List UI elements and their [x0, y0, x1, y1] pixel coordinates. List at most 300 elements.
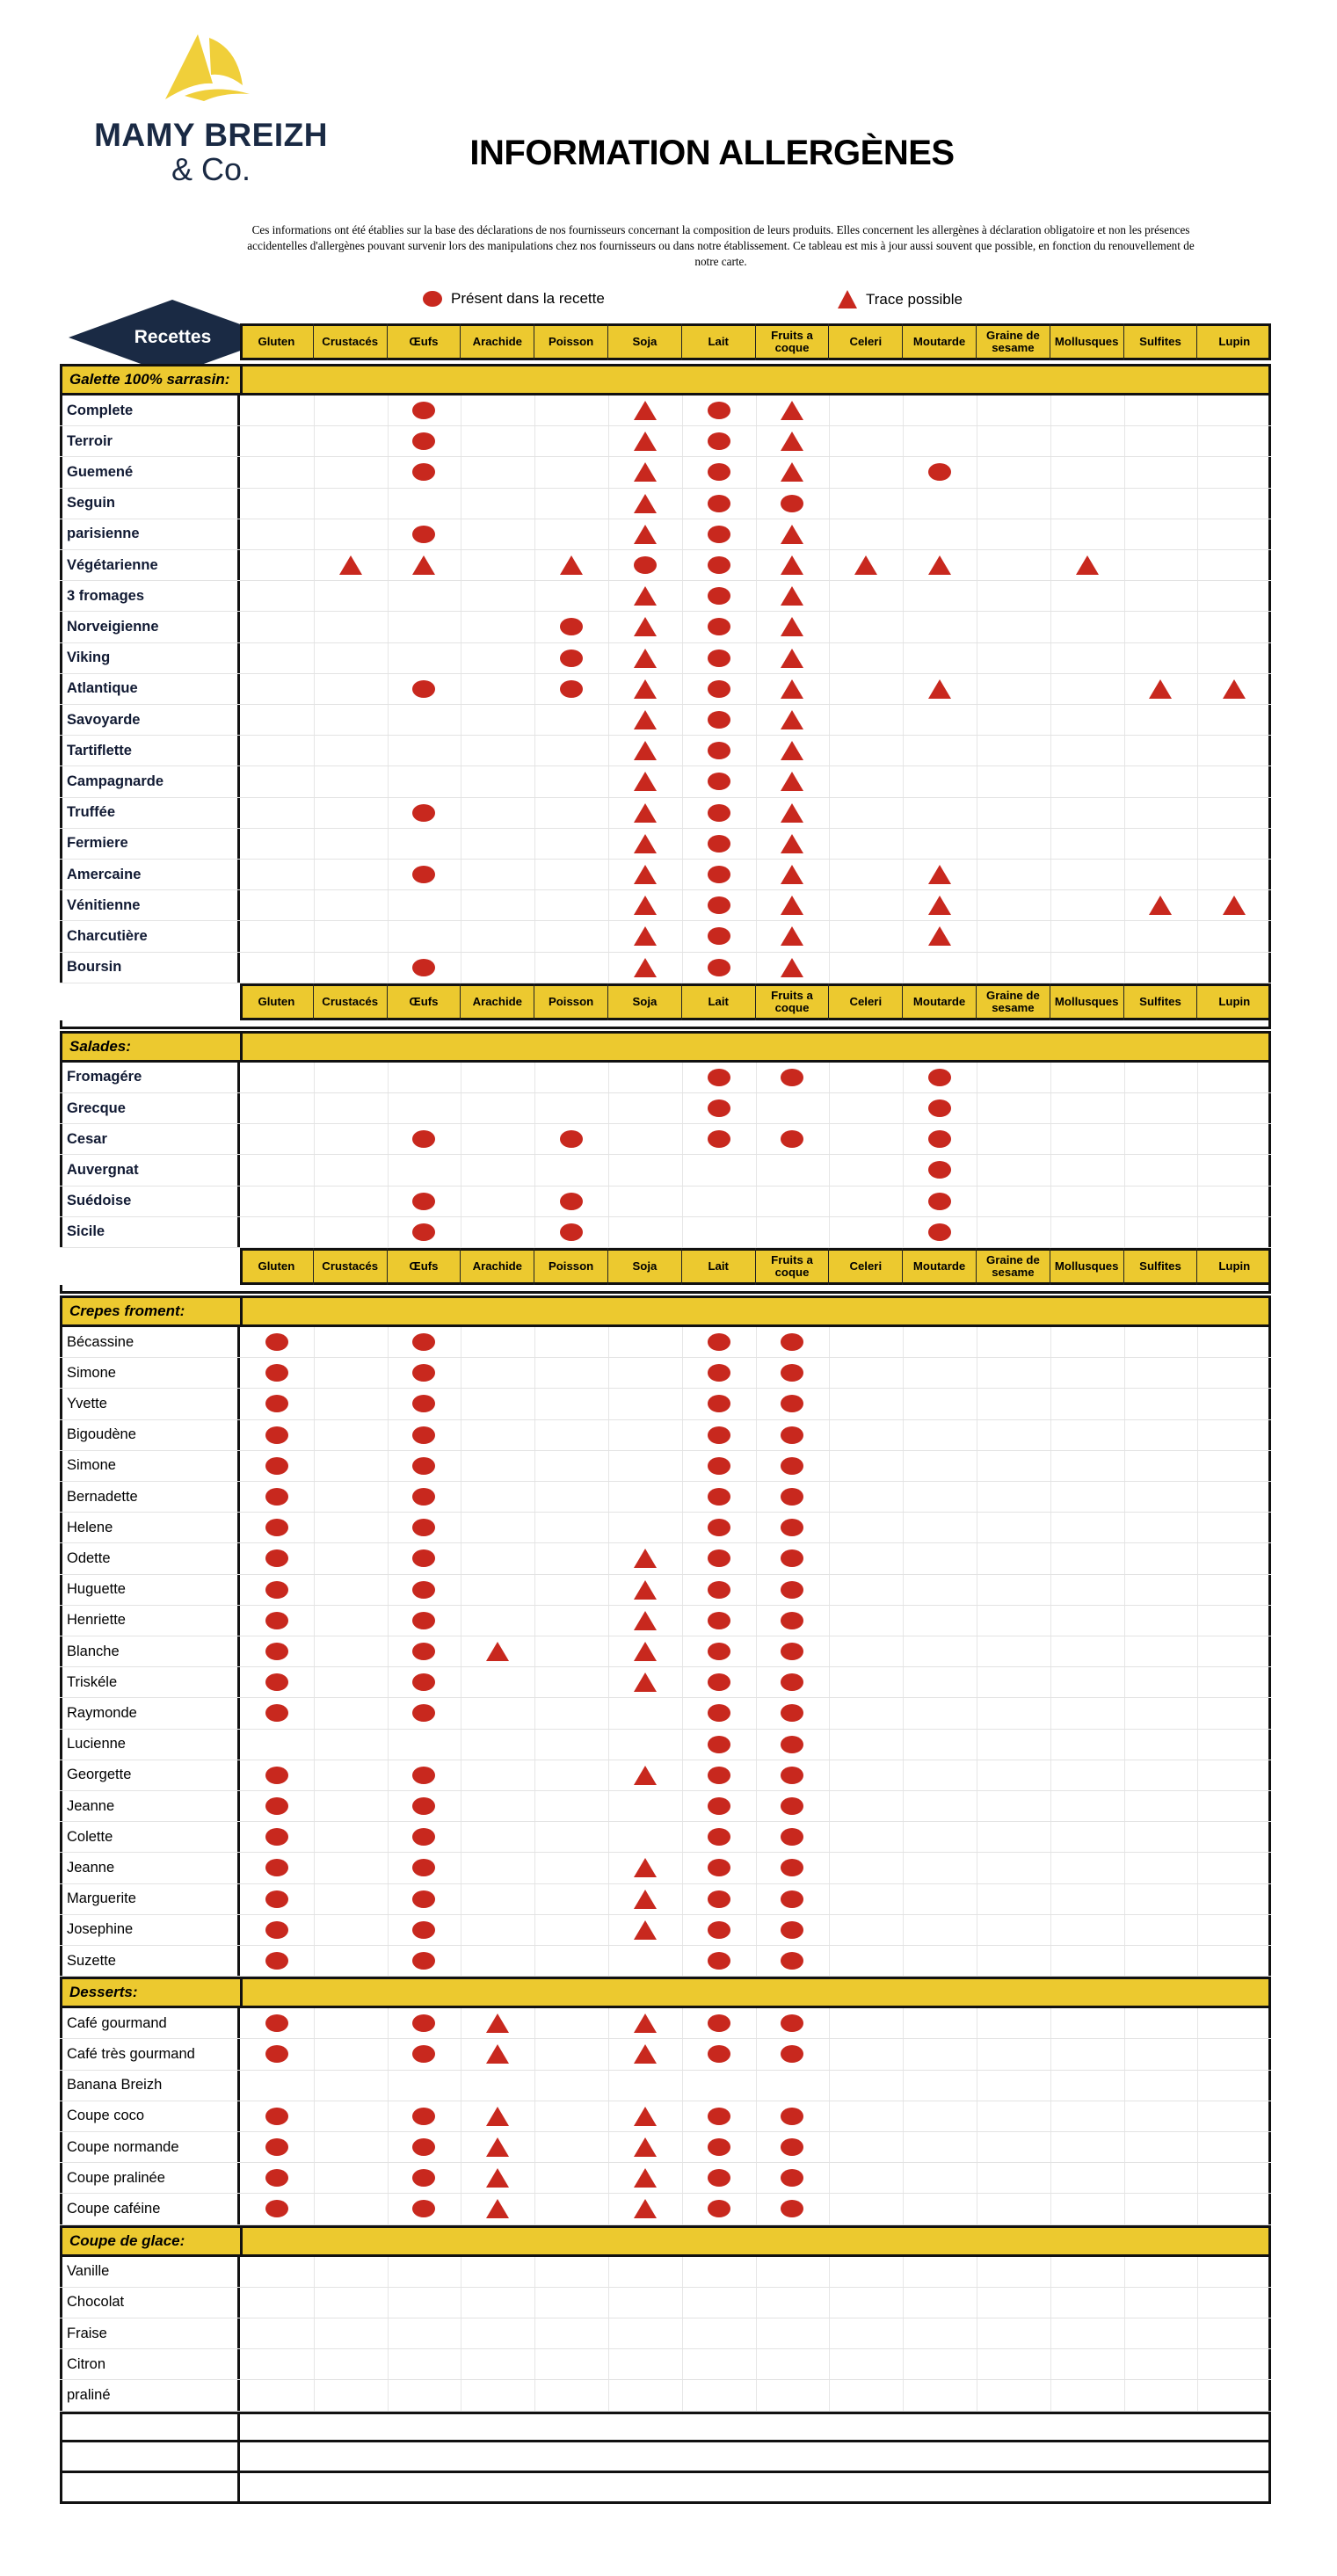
- grid-line: [756, 2288, 757, 2318]
- allergen-header-cell: Graine de sesame: [977, 1248, 1050, 1285]
- present-dot-icon: [264, 1702, 290, 1723]
- grid-line: [829, 1513, 830, 1542]
- grid-line: [829, 426, 830, 456]
- present-dot-icon: [706, 555, 732, 576]
- present-dot-icon: [264, 1796, 290, 1817]
- allergen-cell: [534, 674, 608, 704]
- table-border: [60, 1482, 62, 1512]
- allergen-header-cell: Poisson: [534, 323, 608, 360]
- trace-triangle-icon: [632, 1641, 658, 1662]
- allergen-cell: [240, 1853, 314, 1883]
- allergen-cell: [388, 1760, 461, 1790]
- grid-line: [1197, 550, 1198, 580]
- grid-line: [1050, 2163, 1051, 2193]
- present-dot-icon: [706, 1826, 732, 1847]
- trace-triangle-icon: [632, 957, 658, 978]
- present-dot-icon: [558, 616, 585, 637]
- allergen-header-cell: Graine de sesame: [977, 983, 1050, 1020]
- table-border: [60, 2008, 62, 2038]
- table-row: [60, 829, 1271, 860]
- grid-line: [903, 1420, 904, 1450]
- table-border: [1268, 1155, 1271, 1185]
- grid-line: [314, 643, 315, 673]
- grid-line: [608, 1791, 609, 1821]
- allergen-cell: [388, 2101, 461, 2131]
- grid-line: [903, 1915, 904, 1945]
- allergen-cell: [682, 2039, 756, 2069]
- grid-line: [534, 2039, 535, 2069]
- table-border: [60, 2163, 62, 2193]
- table-row: [60, 798, 1271, 829]
- grid-line: [829, 1730, 830, 1760]
- trace-triangle-icon: [632, 678, 658, 700]
- grid-line: [756, 1186, 757, 1216]
- allergen-cell: [682, 953, 756, 983]
- present-dot-icon: [411, 2167, 437, 2188]
- grid-line: [1124, 860, 1125, 889]
- grid-line: [388, 890, 389, 920]
- allergen-cell: [756, 2194, 830, 2224]
- table-border: [60, 1420, 62, 1450]
- allergen-cell: [534, 1186, 608, 1216]
- present-dot-icon: [779, 1517, 805, 1538]
- table-border: [1268, 1791, 1271, 1821]
- allergen-cell: [534, 1124, 608, 1154]
- present-dot-icon: [706, 833, 732, 854]
- grid-line: [608, 1155, 609, 1185]
- trace-triangle-icon: [779, 895, 805, 916]
- grid-line: [1050, 1420, 1051, 1450]
- allergen-cell: [608, 736, 682, 766]
- recipe-name: Coupe coco: [67, 2108, 145, 2124]
- grid-line: [314, 612, 315, 642]
- grid-line: [1124, 1063, 1125, 1092]
- table-row: [60, 1606, 1271, 1636]
- table-row: [60, 1822, 1271, 1853]
- recipe-name: Triskéle: [67, 1673, 118, 1690]
- table-border: [60, 643, 62, 673]
- grid-line: [1124, 2380, 1125, 2410]
- trace-triangle-icon: [632, 895, 658, 916]
- grid-line: [608, 2071, 609, 2101]
- allergen-cell: [756, 798, 830, 828]
- grid-line: [534, 2318, 535, 2348]
- allergen-header-cell: Moutarde: [903, 323, 977, 360]
- present-dot-icon: [411, 1332, 437, 1353]
- allergen-cell: [240, 1946, 314, 1976]
- column-divider: [237, 1093, 240, 1123]
- allergen-cell: [240, 1420, 314, 1450]
- allergen-cell: [388, 2008, 461, 2038]
- table-row: [60, 2132, 1271, 2163]
- allergen-cell: [240, 1760, 314, 1790]
- table-row: [60, 2163, 1271, 2194]
- present-dot-icon: [779, 1734, 805, 1755]
- trace-triangle-icon: [632, 1610, 658, 1631]
- grid-line: [314, 1155, 315, 1185]
- table-border: [60, 1543, 62, 1573]
- trace-triangle-icon: [632, 2198, 658, 2219]
- allergen-cell: [829, 550, 903, 580]
- allergen-cell: [608, 2101, 682, 2131]
- grid-line: [1050, 2380, 1051, 2410]
- table-row: [60, 1513, 1271, 1543]
- present-dot-icon: [558, 1222, 585, 1243]
- grid-line: [903, 766, 904, 796]
- grid-line: [314, 1063, 315, 1092]
- recipe-name: Truffée: [67, 804, 116, 821]
- column-divider: [237, 581, 240, 611]
- grid-line: [903, 395, 904, 425]
- table-border: [60, 457, 62, 487]
- present-dot-icon: [779, 1579, 805, 1600]
- allergen-cell: [240, 1822, 314, 1852]
- recipe-name: Banana Breizh: [67, 2077, 163, 2093]
- present-dot-icon: [558, 678, 585, 700]
- allergen-cell: [1124, 890, 1198, 920]
- present-dot-icon: [411, 2106, 437, 2127]
- grid-line: [1050, 612, 1051, 642]
- grid-line: [534, 1730, 535, 1760]
- grid-line: [314, 1482, 315, 1512]
- allergen-cell: [682, 736, 756, 766]
- allergen-cell: [534, 550, 608, 580]
- table-border: [1268, 2163, 1271, 2193]
- grid-line: [1124, 1327, 1125, 1357]
- grid-line: [829, 581, 830, 611]
- grid-line: [1197, 1093, 1198, 1123]
- present-dot-icon: [411, 1191, 437, 1212]
- grid-line: [1124, 1155, 1125, 1185]
- grid-line: [682, 2318, 683, 2348]
- table-border: [60, 1667, 62, 1697]
- grid-line: [1124, 1543, 1125, 1573]
- grid-line: [1124, 395, 1125, 425]
- grid-line: [903, 1946, 904, 1976]
- recipe-name: Vénitienne: [67, 896, 141, 913]
- trace-triangle-icon: [1147, 895, 1174, 916]
- grid-line: [534, 705, 535, 735]
- grid-line: [756, 1217, 757, 1247]
- allergen-cell: [461, 2132, 534, 2162]
- grid-line: [534, 736, 535, 766]
- present-dot-icon: [779, 1425, 805, 1446]
- allergen-cell: [682, 1636, 756, 1666]
- grid-line: [1124, 1358, 1125, 1388]
- grid-line: [1050, 1327, 1051, 1357]
- present-dot-icon: [706, 1548, 732, 1569]
- grid-line: [608, 2288, 609, 2318]
- grid-line: [1197, 1884, 1198, 1914]
- grid-line: [1124, 2288, 1125, 2318]
- trace-triangle-icon: [779, 616, 805, 637]
- grid-line: [534, 798, 535, 828]
- column-divider: [237, 1155, 240, 1185]
- grid-line: [534, 1420, 535, 1450]
- grid-line: [1124, 2318, 1125, 2348]
- allergen-cell: [682, 1389, 756, 1419]
- grid-line: [1124, 643, 1125, 673]
- column-divider: [237, 612, 240, 642]
- trace-triangle-icon: [1221, 678, 1247, 700]
- allergen-cell: [240, 1884, 314, 1914]
- trace-triangle-icon: [632, 2106, 658, 2127]
- grid-line: [388, 2318, 389, 2348]
- grid-line: [314, 489, 315, 519]
- table-row: [60, 1636, 1271, 1667]
- grid-line: [314, 2257, 315, 2287]
- grid-line: [608, 1186, 609, 1216]
- allergen-cell: [682, 1063, 756, 1092]
- grid-line: [903, 519, 904, 549]
- grid-line: [1124, 1575, 1125, 1605]
- grid-line: [1050, 581, 1051, 611]
- present-dot-icon: [779, 2106, 805, 2127]
- grid-line: [1050, 1124, 1051, 1154]
- table-border: [1268, 1884, 1271, 1914]
- recipe-name: Grecque: [67, 1099, 126, 1116]
- allergen-header-cell: Sulfites: [1124, 983, 1198, 1020]
- recipe-name: Coupe pralinée: [67, 2169, 165, 2186]
- allergen-cell: [756, 674, 830, 704]
- allergen-cell: [608, 2194, 682, 2224]
- present-dot-icon: [264, 2106, 290, 2127]
- present-dot-icon: [706, 1857, 732, 1878]
- grid-line: [1050, 1217, 1051, 1247]
- table-border: [1268, 2194, 1271, 2224]
- grid-line: [608, 2318, 609, 2348]
- allergen-cell: [314, 550, 388, 580]
- intro-text: Ces informations ont été établies sur la base des déclarations de nos fournisseurs concernant la composition de leurs produits. Elles concernent les allergènes à déclaration obligatoire et non les présences accidentelles d'allergènes pouvant survenir lors des manipulations chez nos fournisseurs ou dans notre établissement. Ce tableau est mis à jour aussi souvent que possible, en fonction du renouvellement de notre carte.: [247, 223, 1195, 268]
- grid-line: [314, 1543, 315, 1573]
- allergen-header-cell: Œufs: [388, 1248, 461, 1285]
- grid-line: [534, 457, 535, 487]
- present-dot-icon: [779, 1857, 805, 1878]
- grid-line: [829, 1327, 830, 1357]
- grid-line: [314, 1822, 315, 1852]
- table-border: [60, 674, 62, 704]
- allergen-cell: [756, 1327, 830, 1357]
- empty-row: [60, 2473, 1271, 2504]
- allergen-header-cell: Moutarde: [903, 983, 977, 1020]
- recipe-name: Suzette: [67, 1952, 116, 1969]
- present-dot-icon: [706, 1067, 732, 1088]
- grid-line: [829, 612, 830, 642]
- present-dot-icon: [411, 864, 437, 885]
- allergen-cell: [388, 1513, 461, 1542]
- trace-triangle-icon: [411, 555, 437, 576]
- column-divider: [237, 519, 240, 549]
- grid-line: [1197, 457, 1198, 487]
- grid-line: [1050, 1791, 1051, 1821]
- grid-line: [1050, 1884, 1051, 1914]
- grid-line: [682, 1155, 683, 1185]
- grid-line: [829, 489, 830, 519]
- column-divider: [237, 2257, 240, 2287]
- grid-line: [608, 1358, 609, 1388]
- allergen-cell: [388, 2194, 461, 2224]
- grid-line: [903, 2101, 904, 2131]
- present-dot-icon: [706, 2137, 732, 2158]
- present-dot-icon: [706, 493, 732, 514]
- present-dot-icon: [411, 1765, 437, 1786]
- allergen-cell: [461, 2039, 534, 2069]
- allergen-cell: [240, 2194, 314, 2224]
- allergen-cell: [682, 489, 756, 519]
- grid-line: [1050, 1093, 1051, 1123]
- grid-line: [314, 953, 315, 983]
- grid-line: [1197, 1730, 1198, 1760]
- grid-line: [903, 1543, 904, 1573]
- table-row: [60, 1482, 1271, 1513]
- allergen-cell: [756, 1822, 830, 1852]
- allergen-cell: [240, 2039, 314, 2069]
- allergen-cell: [756, 953, 830, 983]
- grid-line: [1050, 736, 1051, 766]
- grid-line: [1050, 829, 1051, 859]
- table-border: [1268, 2101, 1271, 2131]
- grid-line: [314, 2380, 315, 2410]
- table-row: [60, 2349, 1271, 2380]
- grid-line: [1050, 2288, 1051, 2318]
- table-row: [60, 1389, 1271, 1419]
- allergen-cell: [682, 921, 756, 951]
- allergen-cell: [756, 1667, 830, 1697]
- grid-line: [829, 2380, 830, 2410]
- column-divider: [237, 643, 240, 673]
- grid-line: [534, 395, 535, 425]
- allergen-header-cell: Lait: [682, 1248, 756, 1285]
- trace-triangle-icon: [632, 400, 658, 421]
- recipe-name: Henriette: [67, 1612, 126, 1629]
- allergen-cell: [682, 1543, 756, 1573]
- grid-line: [534, 581, 535, 611]
- allergen-cell: [682, 1822, 756, 1852]
- present-dot-icon: [706, 678, 732, 700]
- table-border: [1268, 1636, 1271, 1666]
- table-row: [60, 2288, 1271, 2318]
- column-divider: [237, 1730, 240, 1760]
- grid-line: [829, 1186, 830, 1216]
- table-border: [60, 829, 62, 859]
- trace-triangle-icon: [632, 802, 658, 824]
- allergen-cell: [388, 1543, 461, 1573]
- grid-line: [1124, 921, 1125, 951]
- trace-triangle-icon: [853, 555, 879, 576]
- table-border: [1268, 1327, 1271, 1357]
- grid-line: [903, 1822, 904, 1852]
- recipe-name: Lucienne: [67, 1736, 126, 1752]
- table-row: [60, 519, 1271, 550]
- column-divider: [237, 2380, 240, 2410]
- allergen-cell: [240, 1543, 314, 1573]
- grid-line: [1197, 2349, 1198, 2379]
- allergen-cell: [756, 1884, 830, 1914]
- allergen-header-cell: Mollusques: [1050, 323, 1124, 360]
- table-row: [60, 890, 1271, 921]
- column-divider: [237, 2414, 240, 2440]
- trace-triangle-icon: [926, 555, 953, 576]
- grid-line: [903, 1760, 904, 1790]
- grid-line: [1124, 2163, 1125, 2193]
- table-row: [60, 736, 1271, 766]
- table-row: [60, 1155, 1271, 1186]
- table-border: [60, 860, 62, 889]
- grid-line: [314, 2008, 315, 2038]
- recipe-name: Campagnarde: [67, 773, 164, 789]
- grid-line: [314, 1358, 315, 1388]
- allergen-cell: [388, 1853, 461, 1883]
- grid-line: [608, 1482, 609, 1512]
- allergen-header-cell: Arachide: [461, 323, 534, 360]
- table-row: [60, 1124, 1271, 1155]
- allergen-cell: [756, 1853, 830, 1883]
- grid-line: [534, 1093, 535, 1123]
- grid-line: [903, 1451, 904, 1481]
- recettes-label: Recettes: [134, 327, 212, 347]
- table-border: [60, 953, 62, 983]
- grid-line: [534, 2163, 535, 2193]
- allergen-cell: [756, 1451, 830, 1481]
- table-row: [60, 705, 1271, 736]
- present-dot-icon: [926, 1159, 953, 1180]
- allergen-cell: [903, 1093, 977, 1123]
- table-border: [60, 921, 62, 951]
- grid-line: [1197, 395, 1198, 425]
- table-border: [1268, 953, 1271, 983]
- recipe-name: Sicile: [67, 1223, 105, 1240]
- grid-line: [903, 1389, 904, 1419]
- present-dot-icon: [264, 1362, 290, 1383]
- table-border: [60, 890, 62, 920]
- grid-line: [1197, 736, 1198, 766]
- trace-triangle-icon: [632, 1919, 658, 1941]
- grid-line: [314, 2163, 315, 2193]
- trace-triangle-icon: [779, 925, 805, 947]
- allergen-cell: [756, 1389, 830, 1419]
- grid-line: [608, 1730, 609, 1760]
- trace-triangle-icon: [779, 678, 805, 700]
- present-dot-icon: [411, 461, 437, 483]
- grid-line: [1124, 2039, 1125, 2069]
- trace-triangle-icon: [484, 2043, 511, 2064]
- allergen-cell: [903, 1155, 977, 1185]
- grid-line: [1197, 643, 1198, 673]
- allergen-cell: [682, 798, 756, 828]
- allergen-cell: [903, 890, 977, 920]
- grid-line: [388, 581, 389, 611]
- grid-line: [1124, 2101, 1125, 2131]
- allergen-cell: [388, 1186, 461, 1216]
- section-label: Crepes froment:: [69, 1303, 185, 1319]
- grid-line: [608, 1124, 609, 1154]
- grid-line: [534, 1513, 535, 1542]
- grid-line: [1124, 1186, 1125, 1216]
- allergen-cell: [756, 489, 830, 519]
- table-border: [1268, 395, 1271, 425]
- section-label: Salades:: [69, 1037, 131, 1055]
- table-row: [60, 1915, 1271, 1946]
- present-dot-icon: [706, 1425, 732, 1446]
- present-dot-icon: [411, 431, 437, 452]
- present-dot-icon: [706, 740, 732, 761]
- grid-line: [903, 736, 904, 766]
- present-dot-icon: [411, 1393, 437, 1414]
- recipe-name: Jeanne: [67, 1859, 115, 1876]
- grid-line: [534, 829, 535, 859]
- table-border: [1268, 1093, 1271, 1123]
- present-dot-icon: [779, 1332, 805, 1353]
